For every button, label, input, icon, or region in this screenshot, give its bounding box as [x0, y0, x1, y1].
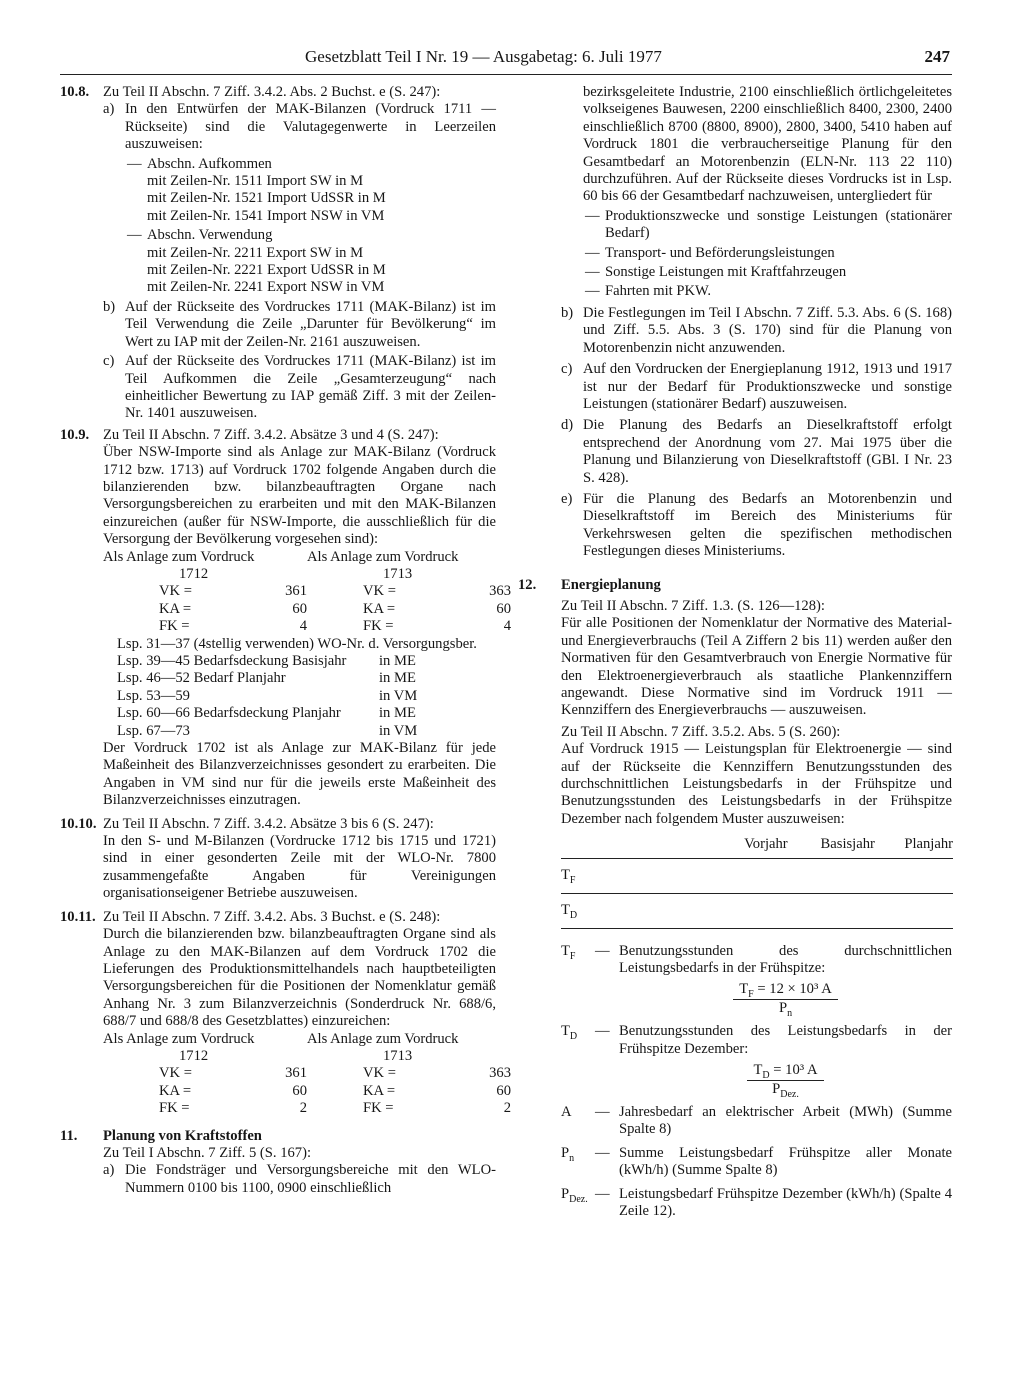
table-row-label: [561, 893, 718, 928]
section-12: [518, 577, 952, 829]
lsp-unit: in ME: [379, 705, 416, 722]
def-symbol: A: [561, 1103, 572, 1120]
header-rule: [60, 74, 952, 75]
section-closing: Der Vordruck 1702 ist als Anlage zur MAK-Bilanz für jede Maßeinheit des Bilanzverzeichnisses gesondert zu erarbeiten. Die Angaben in VM sind nur für die jeweils erste Maßeinheit des Bilanzverzeichnisses einzutragen.: [103, 740, 496, 809]
table-row: [561, 858, 953, 893]
symbol: T: [561, 866, 570, 883]
value-key: KA =: [363, 1082, 396, 1099]
table-cell: [788, 858, 875, 893]
lsp-unit: in VM: [379, 687, 418, 704]
item-mark: b): [103, 298, 116, 315]
lsp-label: Lsp. 67—73: [117, 722, 190, 739]
line-item: mit Zeilen-Nr. 2241 Export NSW in VM: [147, 279, 385, 296]
item-b: [103, 299, 496, 351]
value-key: KA =: [159, 1082, 192, 1099]
table-row-label: [561, 858, 718, 893]
section-subheading: Zu Teil II Abschn. 7 Ziff. 3.5.2. Abs. 5 (S. 260):: [561, 723, 841, 740]
table-header-row: [561, 836, 953, 858]
table-cell: [718, 858, 788, 893]
header-title: Gesetzblatt Teil I Nr. 19 — Ausgabetag: 6. Juli 1977: [305, 47, 662, 66]
item-e: [561, 491, 952, 561]
value-key: VK =: [159, 1065, 192, 1082]
item-c: [561, 361, 952, 413]
value-key: FK =: [363, 618, 394, 635]
definition-a: [561, 1104, 952, 1139]
table-cell: [788, 893, 875, 928]
value: 4: [299, 618, 307, 635]
section-heading: Zu Teil II Abschn. 7 Ziff. 3.4.2. Abs. 2 Buchst. e (S. 247):: [103, 84, 441, 100]
formula-td: $\frac{T_D = 10^3 A}{P_{Dez.}}$: [619, 1062, 952, 1098]
table-cell: [875, 858, 953, 893]
def-text: Leistungsbedarf Frühspitze Dezember (kWh/h) (Spalte 4 Zeile 12).: [619, 1185, 952, 1219]
formula-lhs: T: [739, 981, 749, 998]
item-mark: c): [561, 361, 573, 378]
section-heading: Zu Teil II Abschn. 7 Ziff. 3.4.2. Absätze 3 und 4 (S. 247):: [103, 426, 439, 443]
lsp-label: Lsp. 53—59: [117, 687, 190, 704]
value-key: KA =: [159, 600, 192, 617]
dash-mark: —: [595, 1103, 610, 1120]
item-mark: a): [103, 1162, 115, 1179]
dash-mark: —: [585, 207, 600, 224]
item-a: [103, 101, 496, 296]
section-number: 10.8.: [60, 84, 90, 100]
form-values-block: [103, 1030, 511, 1118]
item-mark: d): [561, 417, 574, 434]
section-subheading: Zu Teil I Abschn. 7 Ziff. 5 (S. 167):: [103, 1144, 312, 1161]
lsp-label: Lsp. 60—66 Bedarfsdeckung Planjahr: [117, 705, 341, 722]
dash-item: [583, 264, 952, 281]
table-cell: [718, 893, 788, 928]
value: 60: [496, 600, 511, 617]
def-text: Benutzungsstunden des durchschnittlichen Leistungsbedarfs in der Frühspitze:: [619, 942, 952, 977]
right-column: [518, 84, 952, 1220]
value: 60: [292, 1082, 307, 1099]
def-text: Benutzungsstunden des Leistungsbedarfs in der Frühspitze Dezember:: [619, 1023, 952, 1057]
dash-text: Abschn. Aufkommen: [147, 155, 272, 172]
formula-tf: $\frac{T_F = 12 \times 10^3 A}{P_n}$: [619, 981, 952, 1017]
item-text: In den Entwürfen der MAK-Bilanzen (Vordruck 1711 — Rückseite) sind die Valutagegenwerte in Leerzeilen auszuweisen:: [125, 101, 496, 153]
def-text: Jahresbedarf an elektrischer Arbeit (MWh) (Summe Spalte 8): [619, 1103, 952, 1138]
section-text: Für alle Positionen der Nomenklatur der Normative des Material- und Energieverbrauchs (Teil A Ziffern 2 bis 11) werden außer den Normativen für den Gesamtverbrauch von Energie Normative für den Elektroenergieverbrauch als staatliche Plankennziffern angewandt. Diese Normative sind im Vordruck 1911 — Kennziffern des Energieverbrauchs — auszuweisen.: [561, 615, 952, 719]
symbol-sub: D: [569, 909, 578, 921]
section-10-10: [60, 816, 496, 903]
symbol: T: [561, 901, 570, 918]
value: 4: [503, 618, 511, 635]
form-col-heading: Als Anlage zum Vordruck: [103, 548, 255, 565]
definition-pn: [561, 1145, 952, 1180]
value-key: VK =: [363, 1065, 396, 1082]
dash-mark: —: [595, 1185, 610, 1202]
section-heading: Energieplanung: [561, 576, 661, 593]
formula-denominator: P: [778, 999, 788, 1016]
item-d: [561, 417, 952, 487]
value: 363: [489, 583, 511, 600]
line-item: mit Zeilen-Nr. 1511 Import SW in M: [147, 173, 364, 190]
form-number: 1713: [383, 1047, 413, 1064]
dash-item: [583, 208, 952, 243]
item-text: Auf der Rückseite des Vordruckes 1711 (MAK-Bilanz) ist im Teil Aufkommen die Zeile „Gesamterzeugung“ nach einheitlicher Bewertung zu IAP gemäß Ziff. 3 mit der Zeilen-Nr. 1401 auszuweisen.: [125, 353, 496, 422]
section-text: Über NSW-Importe sind als Anlage zur MAK-Bilanz (Vordruck 1712 bzw. 1713) auf Vordruck 1702 folgende Angaben durch die bilanzierenden bzw. bilanzbeauftragten Organe nach Versorgungsbereichen zu erarbeiten und mit den MAK-Bilanzen einzureichen (außer für NSW-Importe, die ausschließlich für die Versorgung der Bevölkerung vorgesehen sind):: [103, 444, 496, 548]
line-item: mit Zeilen-Nr. 1521 Import UdSSR in M: [147, 190, 386, 207]
item-mark: b): [561, 304, 574, 321]
section-text: Durch die bilanzierenden bzw. bilanzbeauftragten Organe sind als Anlage zu den MAK-Bilanzen auf dem Vordruck 1702 die Lieferungen des Produktionsmittelhandels nach hauptbeteiligten Versorgungsbereichen für die Positionen der Nomenklatur gemäß Anhang Nr. 3 zum Bilanzverzeichnis (Sonderdruck Nr. 688/6, 688/7 und 688/8 des Gesetzblattes) einzureichen:: [103, 926, 496, 1030]
item-text: Auf den Vordrucken der Energieplanung 1912, 1913 und 1917 ist nur der Bedarf für Produktionszwecke und sonstige Leistungen (stationärer Bedarf) auszuweisen.: [583, 361, 952, 412]
left-column: [60, 84, 511, 1201]
table-cell: [875, 893, 953, 928]
def-text: Summe Leistungsbedarf Frühspitze aller Monate (kWh/h) (Summe Spalte 8): [619, 1144, 952, 1179]
dash-mark: —: [127, 227, 142, 244]
lsp-unit: in ME: [379, 653, 416, 669]
item-mark: c): [103, 353, 115, 370]
section-number: 10.10.: [60, 815, 97, 832]
section-text: In den S- und M-Bilanzen (Vordrucke 1712 bis 1715 und 1721) sind in einer gesonderten Zeile mit der WLO-Nr. 7800 zusammengefaßte Angaben für Vereinigungen organisationseigener Betriebe auszuweisen.: [103, 833, 496, 902]
value-key: FK =: [159, 618, 190, 635]
section-10-8: [60, 84, 496, 423]
value: 2: [299, 1100, 307, 1117]
value: 60: [496, 1082, 511, 1099]
sample-table-wrap: [561, 836, 952, 928]
definition-td: [561, 1023, 952, 1098]
section-heading: Zu Teil II Abschn. 7 Ziff. 3.4.2. Abs. 3 Buchst. e (S. 248):: [103, 908, 441, 925]
def-symbol: $P_{Dez.}$: [561, 1185, 588, 1205]
item-text: Die Planung des Bedarfs an Dieselkraftstoff erfolgt entsprechend der Anordnung vom 27. Mai 1975 über die Planung und Bilanzierung von Dieselkraftstoff (GBl. I Nr. 23 S. 428).: [583, 417, 952, 486]
item-a: [103, 1162, 496, 1197]
def-symbol: $T_D$: [561, 1023, 578, 1043]
dash-mark: —: [595, 942, 610, 959]
value-list: [363, 583, 511, 635]
formula-denominator: P: [772, 1080, 781, 1097]
item-b: [561, 305, 952, 357]
form-col-1712: [103, 549, 307, 636]
item-mark: a): [103, 101, 115, 118]
sample-table: [561, 836, 953, 928]
form-number: 1712: [179, 1047, 209, 1064]
item-mark: e): [561, 490, 573, 507]
definition-pdez: [561, 1186, 952, 1221]
dash-text: Transport- und Beförderungsleistungen: [605, 244, 835, 261]
table-col-header: Basisjahr: [820, 836, 875, 853]
item-text: Auf der Rückseite des Vordruckes 1711 (MAK-Bilanz) ist im Teil Verwendung die Zeile „Darunter für Bevölkerung“ im Wert zu IAP mit der Zeilen-Nr. 2161 auszuweisen.: [125, 298, 496, 350]
lsp-label: Lsp. 46—52 Bedarf Planjahr: [117, 670, 286, 687]
def-symbol: $P_n$: [561, 1144, 575, 1164]
page-number: 247: [924, 47, 950, 66]
line-item: mit Zeilen-Nr. 1541 Import NSW in VM: [147, 207, 385, 224]
value-list: [159, 583, 307, 635]
dash-text: Abschn. Verwendung: [147, 227, 273, 244]
value: 60: [292, 600, 307, 617]
section-number: 10.11.: [60, 908, 96, 925]
form-number: 1713: [383, 565, 413, 582]
dash-mark: —: [585, 244, 600, 261]
value-key: VK =: [363, 583, 396, 600]
line-item: mit Zeilen-Nr. 2211 Export SW in M: [147, 244, 364, 261]
section-number: 11.: [60, 1127, 78, 1144]
value: 361: [285, 1065, 307, 1082]
lsp-list: [103, 653, 496, 740]
section-10-11: [60, 908, 511, 1118]
item-c: [103, 353, 496, 423]
value-key: FK =: [159, 1100, 190, 1117]
section-10-9: [60, 426, 511, 810]
def-symbol: $T_F$: [561, 942, 576, 962]
dash-item: [125, 227, 496, 244]
item-text: Für die Planung des Bedarfs an Motorenbenzin und Dieselkraftstoff im Bereich des Ministeriums für Verkehrswesen gelten die spezifischen methodischen Festlegungen dieses Ministeriums.: [583, 490, 952, 560]
value-key: KA =: [363, 600, 396, 617]
dash-mark: —: [595, 1023, 610, 1040]
section-subheading: Zu Teil II Abschn. 7 Ziff. 1.3. (S. 126—128):: [561, 597, 825, 614]
dash-item: [583, 245, 952, 262]
page-header: [305, 46, 952, 68]
lsp-unit: in ME: [379, 670, 416, 687]
table-row: [561, 893, 953, 928]
value-key: VK =: [159, 583, 192, 600]
lsp-intro: Lsp. 31—37 (4stellig verwenden) WO-Nr. d. Versorgungsber.: [117, 635, 477, 652]
table-corner: [561, 836, 718, 858]
dash-mark: —: [127, 155, 142, 172]
dash-text: Fahrten mit PKW.: [605, 283, 712, 300]
value-list: [159, 1065, 307, 1117]
value-list: [363, 1065, 511, 1117]
section-number: 10.9.: [60, 426, 90, 443]
value: 361: [285, 583, 307, 600]
line-item: mit Zeilen-Nr. 2221 Export UdSSR in M: [147, 262, 386, 279]
lsp-label: Lsp. 39—45 Bedarfsdeckung Basisjahr: [117, 653, 347, 669]
formula-lhs: T: [753, 1062, 763, 1079]
item-text: Die Fondsträger und Versorgungsbereiche mit den WLO-Nummern 0100 bis 1100, 0900 einschließlich: [125, 1162, 496, 1196]
dash-mark: —: [595, 1144, 610, 1161]
symbol-sub: F: [569, 874, 576, 886]
value: 363: [489, 1065, 511, 1082]
dash-item: [583, 283, 952, 300]
lsp-unit: in VM: [379, 722, 418, 739]
value: 2: [503, 1100, 511, 1117]
form-number: 1712: [179, 565, 209, 582]
item-text: Die Festlegungen im Teil I Abschn. 7 Ziff. 5.3. Abs. 6 (S. 168) und Ziff. 5.5. Abs. 3 (S. 170) sind für die Planung von Motorenbenzin nicht anzuwenden.: [583, 304, 952, 356]
dash-mark: —: [585, 283, 600, 300]
form-col-heading: Als Anlage zum Vordruck: [307, 1030, 459, 1047]
form-col-1713: [307, 549, 511, 636]
definition-tf: [561, 943, 952, 1018]
dash-item: [125, 156, 496, 173]
section-number: 12.: [518, 576, 537, 593]
formula-numerator: = 10³ A: [773, 1062, 818, 1079]
dash-list: [561, 208, 952, 301]
form-values-block: [103, 548, 511, 636]
form-col-1712: [103, 1031, 307, 1118]
continued-text: bezirksgeleitete Industrie, 2100 einschließlich örtlichgeleitetes volkseigenes Bauwesen, 2200 einschließlich 8400, 2300, 2400 einschließlich 8700 (8800, 8900), 2800, 3400, 5410 haben auf Vordruck 1801 die verbraucherseitige Planung für den Gesamtbedarf an Motorenbenzin (ELN-Nr. 113 22 110) durchzuführen. Auf der Rückseite dieses Vordrucks ist in Lsp. 60 bis 66 der Gesamtbedarf nachzuweisen, untergliedert für: [583, 84, 952, 205]
section-heading: Planung von Kraftstoffen: [103, 1127, 262, 1144]
form-col-1713: [307, 1031, 511, 1118]
dash-text: Sonstige Leistungen mit Kraftfahrzeugen: [605, 264, 847, 281]
section-heading: Zu Teil II Abschn. 7 Ziff. 3.4.2. Absätze 3 bis 6 (S. 247):: [103, 815, 434, 832]
section-11-continued: [518, 84, 952, 561]
value-key: FK =: [363, 1100, 394, 1117]
section-text: Auf Vordruck 1915 — Leistungsplan für Elektroenergie — sind auf der Rückseite die Kennziffern Benutzungsstunden des durchschnittlichen Leistungsbedarfs in der Frühspitze und Benutzungsstunden des Leistungsbedarfs in der Frühspitze Dezember nach folgendem Muster auszuweisen:: [561, 741, 952, 827]
section-11: [60, 1128, 496, 1198]
form-col-heading: Als Anlage zum Vordruck: [103, 1030, 255, 1047]
formula-numerator: = 12 × 10³ A: [757, 981, 832, 998]
dash-mark: —: [585, 264, 600, 281]
form-col-heading: Als Anlage zum Vordruck: [307, 548, 459, 565]
table-col-header: Vorjahr: [744, 836, 788, 853]
dash-text: Produktionszwecke und sonstige Leistungen (stationärer Bedarf): [605, 207, 952, 242]
definitions: [561, 943, 952, 1221]
table-col-header: Planjahr: [904, 836, 953, 853]
